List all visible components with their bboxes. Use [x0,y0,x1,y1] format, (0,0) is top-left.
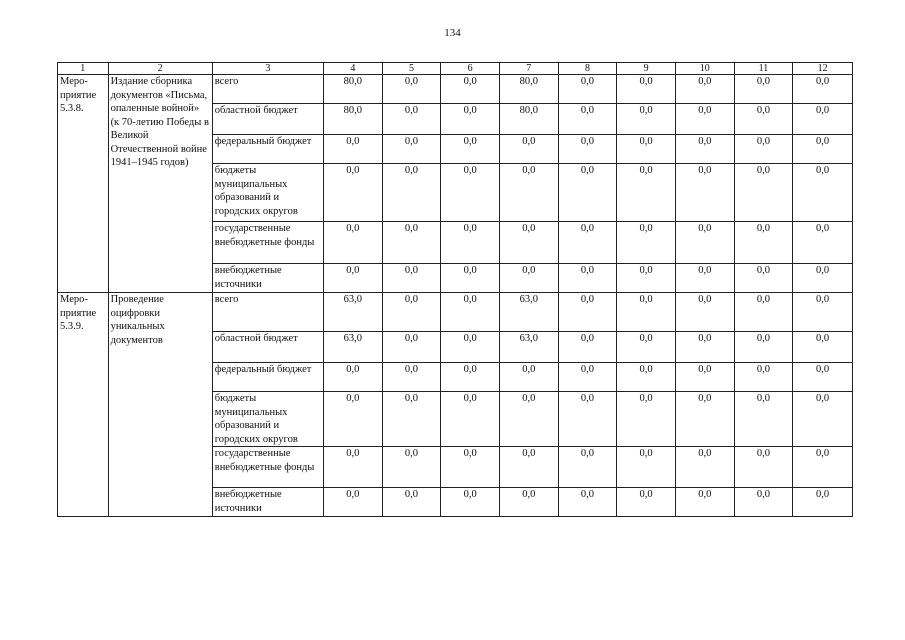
value-cell: 0,0 [734,75,793,104]
value-cell: 0,0 [558,164,617,222]
value-cell: 0,0 [617,392,676,447]
value-cell: 0,0 [793,488,853,517]
column-number-header: 3 [212,63,323,75]
value-cell: 0,0 [734,488,793,517]
value-cell: 0,0 [382,164,441,222]
value-cell: 0,0 [499,447,558,488]
value-cell: 0,0 [617,164,676,222]
value-cell: 0,0 [617,75,676,104]
value-cell: 0,0 [499,164,558,222]
column-number-header: 7 [499,63,558,75]
value-cell: 0,0 [382,293,441,332]
value-cell: 0,0 [558,488,617,517]
value-cell: 0,0 [382,392,441,447]
value-cell: 0,0 [382,104,441,135]
column-number-header: 4 [323,63,382,75]
value-cell: 0,0 [323,447,382,488]
funding-source-cell: всего [212,75,323,104]
column-number-header: 6 [441,63,500,75]
value-cell: 0,0 [734,135,793,164]
value-cell: 0,0 [734,332,793,363]
value-cell: 0,0 [675,392,734,447]
value-cell: 0,0 [675,264,734,293]
value-cell: 0,0 [675,363,734,392]
value-cell: 0,0 [558,104,617,135]
value-cell: 0,0 [734,104,793,135]
funding-source-cell: всего [212,293,323,332]
value-cell: 0,0 [558,293,617,332]
value-cell: 0,0 [675,488,734,517]
value-cell: 0,0 [793,135,853,164]
value-cell: 0,0 [558,135,617,164]
value-cell: 0,0 [793,293,853,332]
value-cell: 0,0 [558,222,617,264]
value-cell: 0,0 [441,392,500,447]
value-cell: 80,0 [499,75,558,104]
table-row [58,293,853,332]
value-cell: 80,0 [323,104,382,135]
value-cell: 0,0 [499,363,558,392]
value-cell: 0,0 [441,447,500,488]
value-cell: 0,0 [499,392,558,447]
value-cell: 0,0 [617,332,676,363]
value-cell: 0,0 [441,332,500,363]
value-cell: 0,0 [558,392,617,447]
value-cell: 0,0 [793,222,853,264]
value-cell: 0,0 [499,264,558,293]
value-cell: 0,0 [382,75,441,104]
value-cell: 0,0 [323,135,382,164]
value-cell: 0,0 [558,332,617,363]
value-cell: 0,0 [382,222,441,264]
value-cell: 0,0 [675,447,734,488]
value-cell: 0,0 [793,363,853,392]
funding-source-cell: бюджеты муниципальных образований и городских округов [212,164,323,222]
column-number-header: 10 [675,63,734,75]
value-cell: 0,0 [558,363,617,392]
funding-source-cell: внебюджетные источники [212,264,323,293]
value-cell: 80,0 [499,104,558,135]
funding-source-cell: федеральный бюджет [212,363,323,392]
funding-source-cell: федеральный бюджет [212,135,323,164]
value-cell: 0,0 [793,164,853,222]
column-number-header: 1 [58,63,109,75]
funding-source-cell: государственные внебюджетные фонды [212,222,323,264]
value-cell: 0,0 [675,75,734,104]
value-cell: 0,0 [675,135,734,164]
funding-source-cell: государственные внебюджетные фонды [212,447,323,488]
value-cell: 0,0 [675,104,734,135]
measure-name-cell: Издание сборника документов «Письма, опаленные войной» (к 70-летию Победы в Великой Отечественной войне 1941–1945 годов) [108,75,212,293]
value-cell: 0,0 [499,222,558,264]
budget-table [57,62,853,517]
value-cell: 0,0 [734,222,793,264]
column-number-row [58,63,853,75]
value-cell: 63,0 [499,293,558,332]
value-cell: 0,0 [793,392,853,447]
value-cell: 0,0 [558,264,617,293]
value-cell: 0,0 [734,447,793,488]
value-cell: 0,0 [617,264,676,293]
value-cell: 80,0 [323,75,382,104]
value-cell: 0,0 [617,222,676,264]
value-cell: 0,0 [382,447,441,488]
column-number-header: 11 [734,63,793,75]
measure-id-cell: Меро- приятие 5.3.8. [58,75,109,293]
value-cell: 0,0 [793,332,853,363]
funding-source-cell: бюджеты муниципальных образований и городских округов [212,392,323,447]
value-cell: 0,0 [617,293,676,332]
value-cell: 0,0 [323,363,382,392]
value-cell: 0,0 [323,164,382,222]
value-cell: 0,0 [382,332,441,363]
page-number: 134 [444,27,461,39]
value-cell: 0,0 [558,447,617,488]
column-number-header: 5 [382,63,441,75]
value-cell: 0,0 [382,488,441,517]
value-cell: 0,0 [441,222,500,264]
value-cell: 0,0 [675,222,734,264]
value-cell: 0,0 [323,392,382,447]
value-cell: 0,0 [382,363,441,392]
value-cell: 63,0 [499,332,558,363]
value-cell: 0,0 [441,264,500,293]
value-cell: 0,0 [675,332,734,363]
value-cell: 0,0 [323,488,382,517]
value-cell: 0,0 [793,264,853,293]
value-cell: 0,0 [793,104,853,135]
value-cell: 0,0 [441,164,500,222]
value-cell: 0,0 [323,222,382,264]
value-cell: 0,0 [441,293,500,332]
value-cell: 0,0 [734,363,793,392]
value-cell: 0,0 [734,264,793,293]
funding-source-cell: областной бюджет [212,104,323,135]
value-cell: 0,0 [793,447,853,488]
measure-name-cell: Проведение оцифровки уникальных документов [108,293,212,517]
table-row [58,75,853,104]
value-cell: 0,0 [617,135,676,164]
value-cell: 0,0 [617,104,676,135]
value-cell: 0,0 [675,293,734,332]
measure-id-cell: Меро- приятие 5.3.9. [58,293,109,517]
value-cell: 0,0 [617,363,676,392]
value-cell: 0,0 [323,264,382,293]
value-cell: 0,0 [499,135,558,164]
value-cell: 0,0 [441,75,500,104]
value-cell: 0,0 [558,75,617,104]
value-cell: 0,0 [734,293,793,332]
value-cell: 0,0 [382,135,441,164]
value-cell: 0,0 [441,363,500,392]
funding-source-cell: областной бюджет [212,332,323,363]
value-cell: 0,0 [675,164,734,222]
column-number-header: 2 [108,63,212,75]
value-cell: 0,0 [793,75,853,104]
column-number-header: 8 [558,63,617,75]
value-cell: 0,0 [441,488,500,517]
column-number-header: 9 [617,63,676,75]
column-number-header: 12 [793,63,853,75]
funding-source-cell: внебюджетные источники [212,488,323,517]
value-cell: 0,0 [617,488,676,517]
value-cell: 0,0 [441,135,500,164]
value-cell: 0,0 [382,264,441,293]
value-cell: 63,0 [323,293,382,332]
value-cell: 0,0 [734,164,793,222]
value-cell: 0,0 [617,447,676,488]
value-cell: 0,0 [734,392,793,447]
value-cell: 0,0 [441,104,500,135]
value-cell: 63,0 [323,332,382,363]
value-cell: 0,0 [499,488,558,517]
